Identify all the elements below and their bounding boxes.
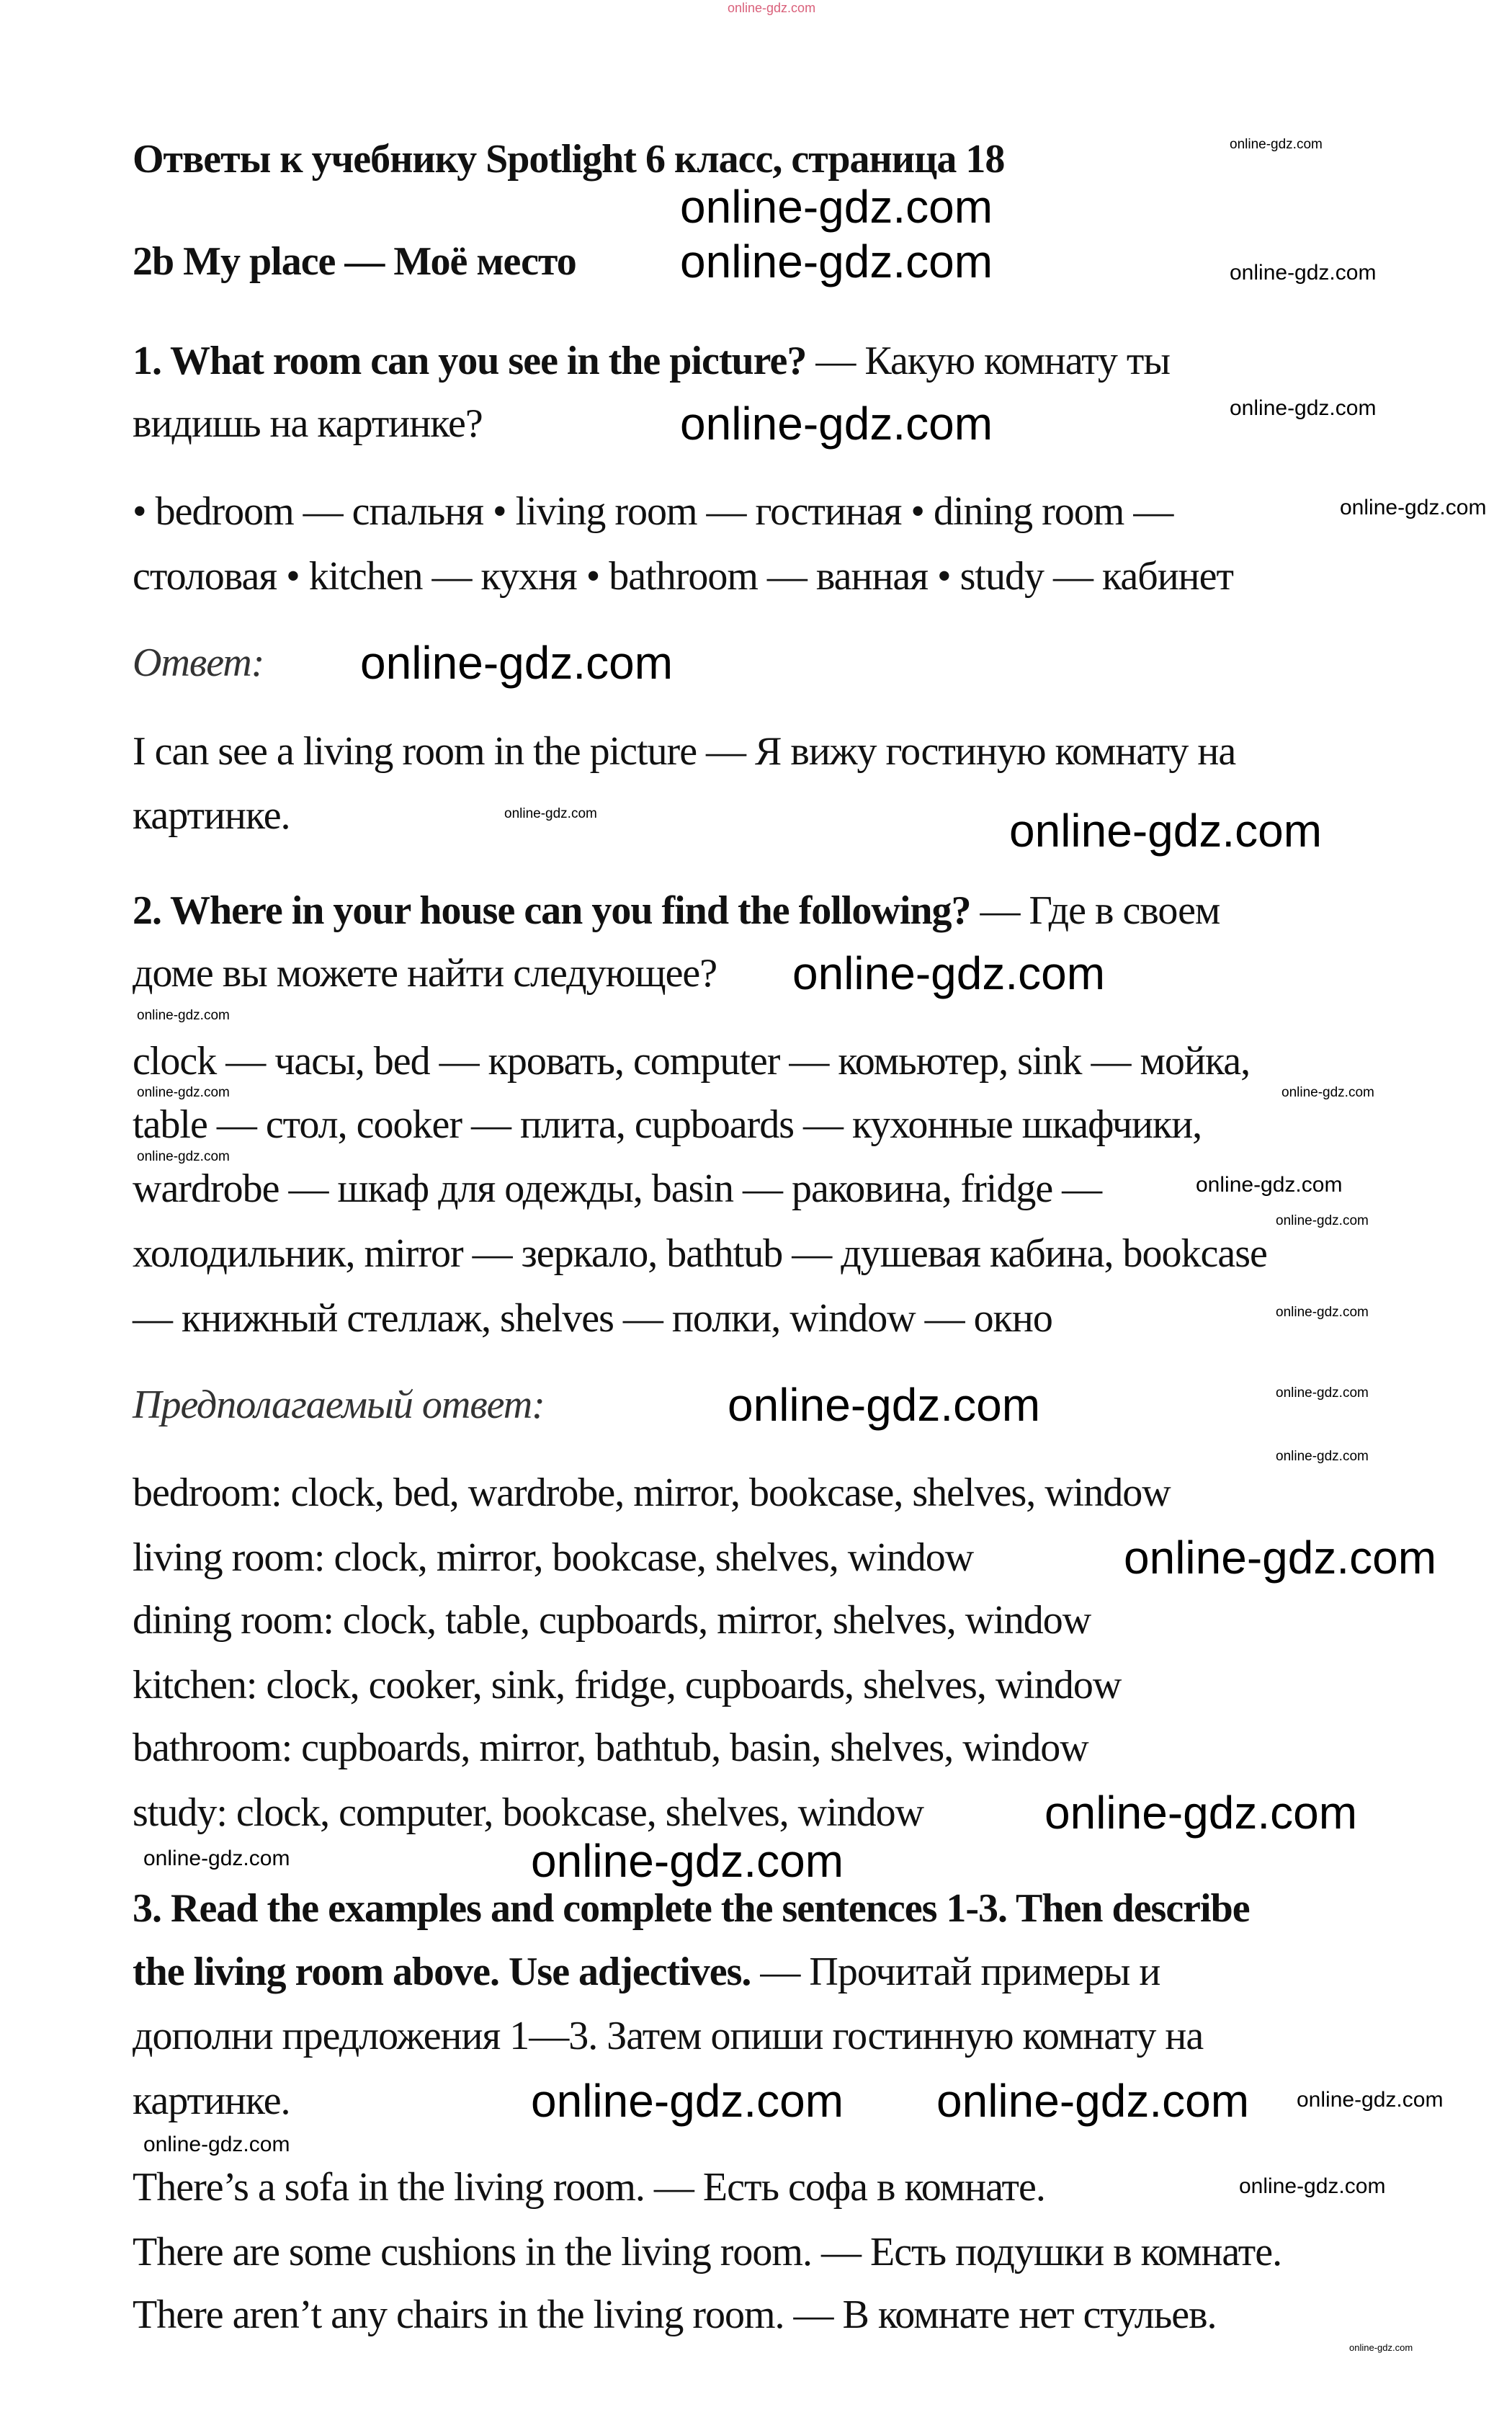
task-2-answer: dining room: clock, table, cupboards, mirror, shelves, window — [133, 1598, 1091, 1643]
watermark: online-gdz.com — [1230, 396, 1377, 420]
watermark: online-gdz.com — [1281, 1085, 1374, 1100]
watermark: online-gdz.com — [1276, 1305, 1369, 1320]
suggested-answer-label: Предполагаемый ответ: — [133, 1383, 545, 1427]
watermark: online-gdz.com — [1230, 261, 1377, 285]
task-3-example: There aren’t any chairs in the living room. — В комнате нет стульев. — [133, 2292, 1217, 2337]
task-2-vocab: table — стол, cooker — плита, cupboards — кухонные шкафчики, — [133, 1102, 1202, 1147]
task-3-question: картинке. — [133, 2079, 290, 2123]
watermark: online-gdz.com — [936, 2075, 1249, 2127]
watermark: online-gdz.com — [1276, 1213, 1369, 1228]
task-3-example: There are some cushions in the living room. — Есть подушки в комнате. — [133, 2230, 1282, 2274]
watermark: online-gdz.com — [137, 1008, 230, 1023]
watermark: online-gdz.com — [728, 1, 816, 15]
task-3-question: the living room above. Use adjectives. — Прочитай примеры и — [133, 1950, 1160, 1994]
watermark: online-gdz.com — [143, 1847, 290, 1870]
watermark: online-gdz.com — [1349, 2342, 1413, 2353]
task-1-question: видишь на картинке? — [133, 401, 483, 446]
answer-label: Ответ: — [133, 640, 264, 685]
watermark: online-gdz.com — [137, 1085, 230, 1100]
task-2-answer: living room: clock, mirror, bookcase, shelves, window — [133, 1535, 974, 1580]
watermark: online-gdz.com — [137, 1149, 230, 1164]
page-title: Ответы к учебнику Spotlight 6 класс, страница 18 — [133, 137, 1005, 182]
watermark: online-gdz.com — [504, 806, 597, 821]
task-2-vocab: — книжный стеллаж, shelves — полки, window — окно — [133, 1296, 1052, 1341]
task-1-answer: I can see a living room in the picture — Я вижу гостиную комнату на — [133, 729, 1236, 774]
watermark: online-gdz.com — [1124, 1532, 1436, 1584]
watermark: online-gdz.com — [1297, 2088, 1444, 2112]
task-2-question: доме вы можете найти следующее? — [133, 951, 717, 996]
watermark: online-gdz.com — [1340, 496, 1487, 519]
task-1-vocab: • bedroom — спальня • living room — гостиная • dining room — — [133, 489, 1173, 534]
task-1-vocab: столовая • kitchen — кухня • bathroom — ванная • study — кабинет — [133, 554, 1233, 599]
watermark: online-gdz.com — [531, 2075, 844, 2127]
task-2-vocab: холодильник, mirror — зеркало, bathtub — душевая кабина, bookcase — [133, 1231, 1267, 1276]
task-3-question: 3. Read the examples and complete the sentences 1-3. Then describe — [133, 1886, 1250, 1931]
task-2-answer: kitchen: clock, cooker, sink, fridge, cupboards, shelves, window — [133, 1663, 1122, 1707]
section-heading: 2b My place — Моё место — [133, 239, 576, 284]
watermark: online-gdz.com — [680, 398, 993, 450]
watermark: online-gdz.com — [1009, 805, 1322, 857]
watermark: online-gdz.com — [792, 947, 1105, 999]
watermark: online-gdz.com — [1239, 2174, 1386, 2198]
watermark: online-gdz.com — [143, 2133, 290, 2156]
task-2-answer: bedroom: clock, bed, wardrobe, mirror, bookcase, shelves, window — [133, 1470, 1171, 1515]
task-2-answer: bathroom: cupboards, mirror, bathtub, basin, shelves, window — [133, 1725, 1088, 1770]
watermark: online-gdz.com — [360, 637, 673, 689]
watermark: online-gdz.com — [1044, 1787, 1357, 1839]
watermark: online-gdz.com — [728, 1379, 1040, 1431]
task-1-answer: картинке. — [133, 793, 290, 838]
task-3-example: There’s a sofa in the living room. — Есть софа в комнате. — [133, 2165, 1045, 2210]
task-2-question: 2. Where in your house can you find the following? — Где в своем — [133, 888, 1220, 933]
watermark: online-gdz.com — [1276, 1449, 1369, 1464]
watermark: online-gdz.com — [531, 1835, 844, 1887]
watermark: online-gdz.com — [1276, 1385, 1369, 1401]
task-3-question: дополни предложения 1—3. Затем опиши гостинную комнату на — [133, 2014, 1204, 2058]
task-2-vocab: clock — часы, bed — кровать, computer — комьютер, sink — мойка, — [133, 1039, 1251, 1084]
task-1-question: 1. What room can you see in the picture? — Какую комнату ты — [133, 339, 1170, 383]
watermark: online-gdz.com — [1230, 137, 1323, 152]
watermark: online-gdz.com — [1196, 1173, 1343, 1197]
task-2-vocab: wardrobe — шкаф для одежды, basin — раковина, fridge — — [133, 1166, 1102, 1211]
task-2-answer: study: clock, computer, bookcase, shelves, window — [133, 1790, 924, 1835]
watermark: online-gdz.com — [680, 236, 993, 287]
watermark: online-gdz.com — [680, 181, 993, 233]
